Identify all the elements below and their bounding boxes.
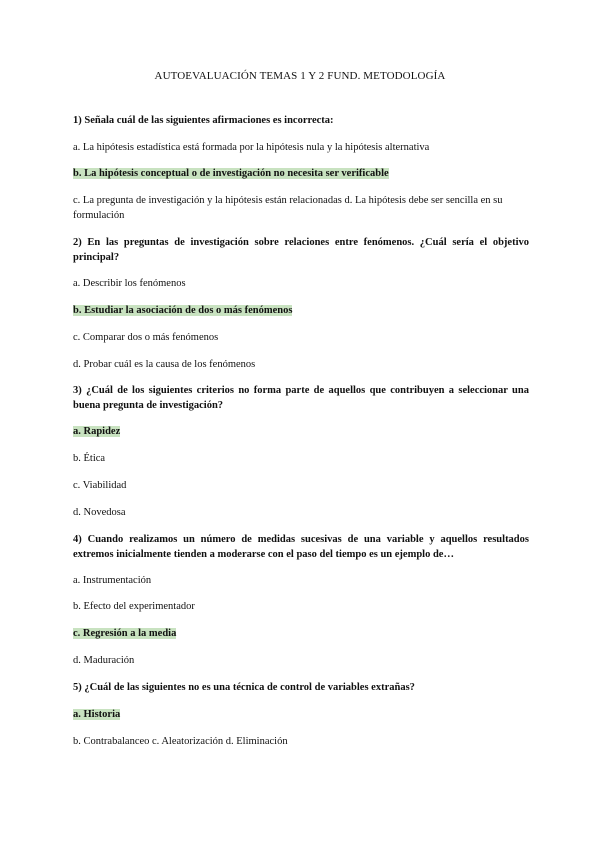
q2-option-b [73,303,529,318]
q3-option-c: c. Viabilidad [73,480,127,491]
question-5: 5) ¿Cuál de las siguientes no es una técnica de control de variables extrañas? [73,682,415,693]
question-2: 2) En las preguntas de investigación sobre relaciones entre fenómenos. ¿Cuál sería el objetivo principal? [73,237,529,263]
q3-answer-highlight: a. Rapidez [73,426,121,437]
q4-option-b: b. Efecto del experimentador [73,601,195,612]
document-title: AUTOEVALUACIÓN TEMAS 1 Y 2 FUND. METODOLOGÍA [154,70,446,82]
q3-option-d: d. Novedosa [73,507,126,518]
q1-option-c: c. La pregunta de investigación y la hipótesis están relacionadas d. La hipótesis debe ser sencilla en su formulación [73,195,503,221]
q1-option-b [73,166,529,181]
q5-option-a [73,707,529,722]
question-1: 1) Señala cuál de las siguientes afirmaciones es incorrecta: [73,115,334,126]
q4-option-c [73,626,529,641]
question-3: 3) ¿Cuál de los siguientes criterios no forma parte de aquellos que contribuyen a seleccionar una buena pregunta de investigación? [73,385,529,411]
q2-option-a: a. Describir los fenómenos [73,278,186,289]
q5-option-b: b. Contrabalanceo c. Aleatorización d. Eliminación [73,736,288,747]
q3-option-a [73,424,529,439]
q4-option-d: d. Maduración [73,655,135,666]
q2-answer-highlight: b. Estudiar la asociación de dos o más fenómenos [73,305,293,316]
question-4: 4) Cuando realizamos un número de medidas sucesivas de una variable y aquellos resultados extremos inicialmente tienden a moderarse con el paso del tiempo es un ejemplo de… [73,534,529,560]
q1-answer-highlight: b. La hipótesis conceptual o de investigación no necesita ser verificable [73,168,389,179]
q4-option-a: a. Instrumentación [73,575,152,586]
q1-option-a: a. La hipótesis estadística está formada por la hipótesis nula y la hipótesis alternativa [73,142,430,153]
q2-option-d: d. Probar cuál es la causa de los fenómenos [73,359,256,370]
q3-option-b: b. Ética [73,453,106,464]
q4-answer-highlight: c. Regresión a la media [73,628,177,639]
q2-option-c: c. Comparar dos o más fenómenos [73,332,219,343]
q5-answer-highlight: a. Historia [73,709,121,720]
